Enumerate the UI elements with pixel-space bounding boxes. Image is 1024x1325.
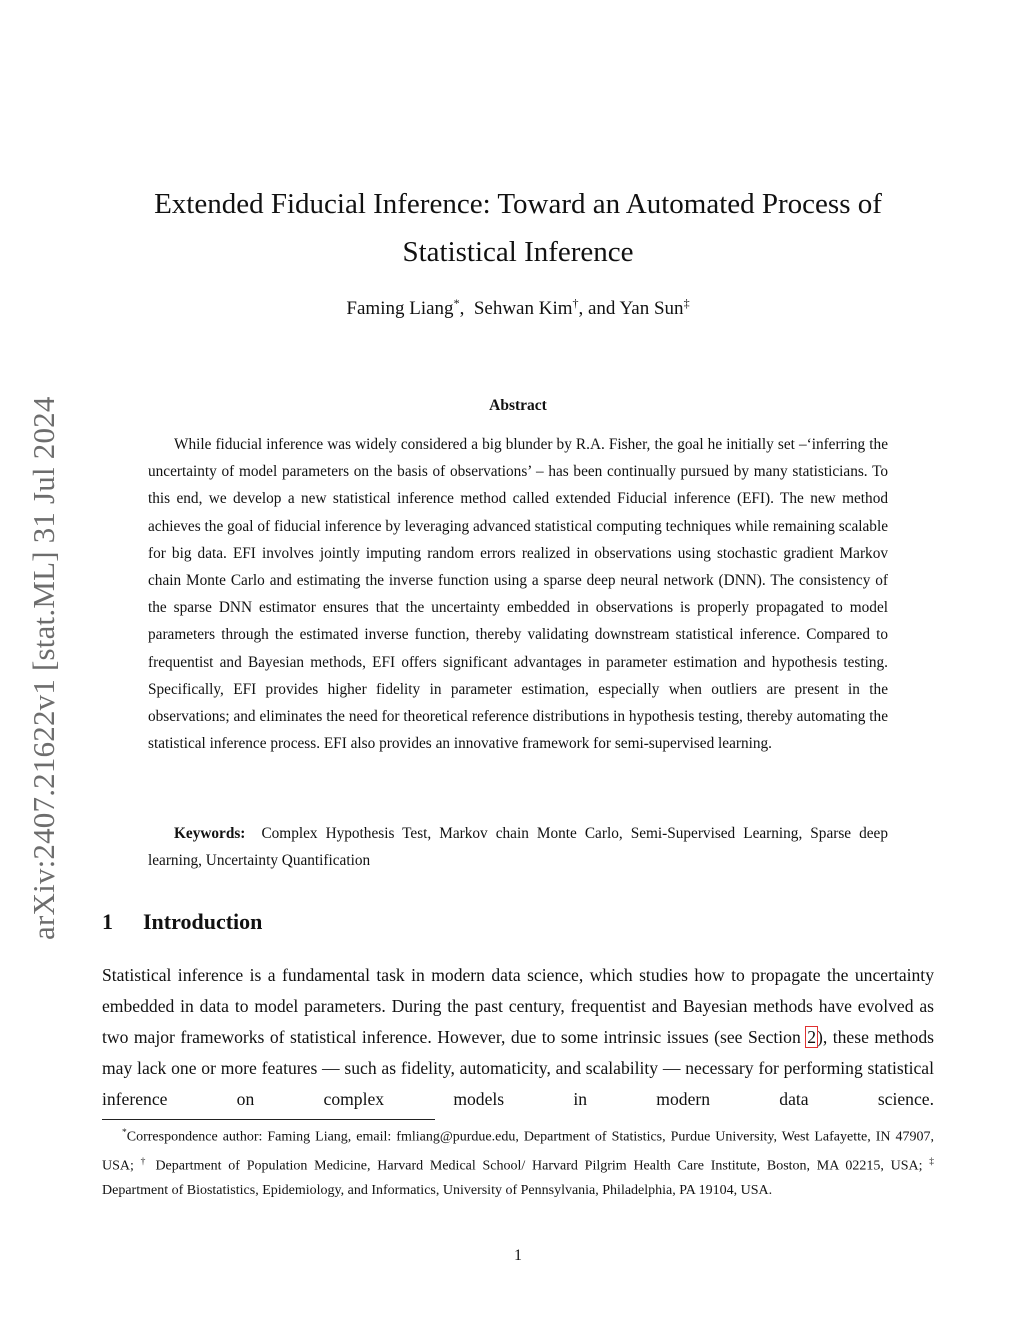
footnote-text: Correspondence author: Faming Liang, email: fmliang@purdue.edu, Department of Statistics, Purdue University, West Lafayette, IN 47907, USA; <box>102 1129 934 1174</box>
abstract-text: While fiducial inference was widely considered a big blunder by R.A. Fisher, the goal he initially set –‘inferring the uncertainty of model parameters on the basis of observations’ – has been continually pursued by many statisticians. To this end, we develop a new statistical inference method called extended Fiducial inference (EFI). The new method achieves the goal of fiducial inference by leveraging advanced statistical computing techniques while remaining scalable for big data. EFI involves jointly imputing random errors realized in observations using stochastic gradient Markov chain Monte Carlo and estimating the inverse function using a sparse deep neural network (DNN). The consistency of the sparse DNN estimator ensures that the uncertainty embedded in observations is properly propagated to model parameters through the estimated inverse function, thereby validating downstream statistical inference. Compared to frequentist and Bayesian methods, EFI offers significant advantages in parameter estimation and hypothesis testing. Specifically, EFI provides higher fidelity in parameter estimation, especially when outliers are present in the observations; and eliminates the need for theoretical reference distributions in hypothesis testing, thereby automating the statistical inference process. EFI also provides an innovative framework for semi-supervised learning. <box>148 436 888 753</box>
footnote <box>102 1121 934 1203</box>
intro-text-after: ), these methods may lack one or more features — such as fidelity, automaticity, and scalability — necessary for performing statistical inference on complex models in modern data science. <box>102 1027 934 1109</box>
footnote-mark: * <box>122 1128 127 1138</box>
keywords-label: Keywords: <box>174 825 246 842</box>
author-name: Yan Sun <box>619 298 684 319</box>
arxiv-identifier: arXiv:2407.21622v1 [stat.ML] 31 Jul 2024 <box>26 396 61 940</box>
author-mark: ‡ <box>683 296 690 310</box>
abstract-heading: Abstract <box>489 397 547 414</box>
author-name: Faming Liang <box>346 298 454 319</box>
footnote-mark: ‡ <box>929 1156 935 1167</box>
author-conjunction: and <box>588 298 616 319</box>
paper-title: Extended Fiducial Inference: Toward an Automated Process of Statistical Inference <box>154 188 882 268</box>
footnote-rule <box>102 1119 435 1120</box>
author-list: Faming Liang*, Sehwan Kim†, and Yan Sun‡ <box>346 296 690 319</box>
footnote-text: Department of Biostatistics, Epidemiology, and Informatics, University of Pennsylvania, Philadelphia, PA 19104, USA. <box>102 1183 773 1199</box>
footnote-mark: † <box>140 1156 149 1167</box>
author-mark: † <box>572 296 579 310</box>
keywords-text: Complex Hypothesis Test, Markov chain Monte Carlo, Semi-Supervised Learning, Sparse deep learning, Uncertainty Quantification <box>148 825 888 870</box>
section-title: Introduction <box>143 909 263 934</box>
introduction-paragraph <box>102 960 934 1115</box>
author-mark: * <box>453 296 460 310</box>
section-number: 1 <box>102 909 113 934</box>
page-number: 1 <box>514 1247 522 1264</box>
intro-text-before: Statistical inference is a fundamental task in modern data science, which studies how to propagate the uncertainty embedded in data to model parameters. During the past century, frequentist and Bayesian methods have evolved as two major frameworks of statistical inference. However, due to some intrinsic issues (see Section <box>102 965 934 1047</box>
section-heading <box>102 909 262 935</box>
section-reference-link[interactable]: 2 <box>807 1027 817 1047</box>
footnote-text: Department of Population Medicine, Harvard Medical School/ Harvard Pilgrim Health Care Institute, Boston, MA 02215, USA; <box>148 1158 930 1174</box>
keywords <box>148 820 888 874</box>
author-name: Sehwan Kim <box>473 298 573 319</box>
